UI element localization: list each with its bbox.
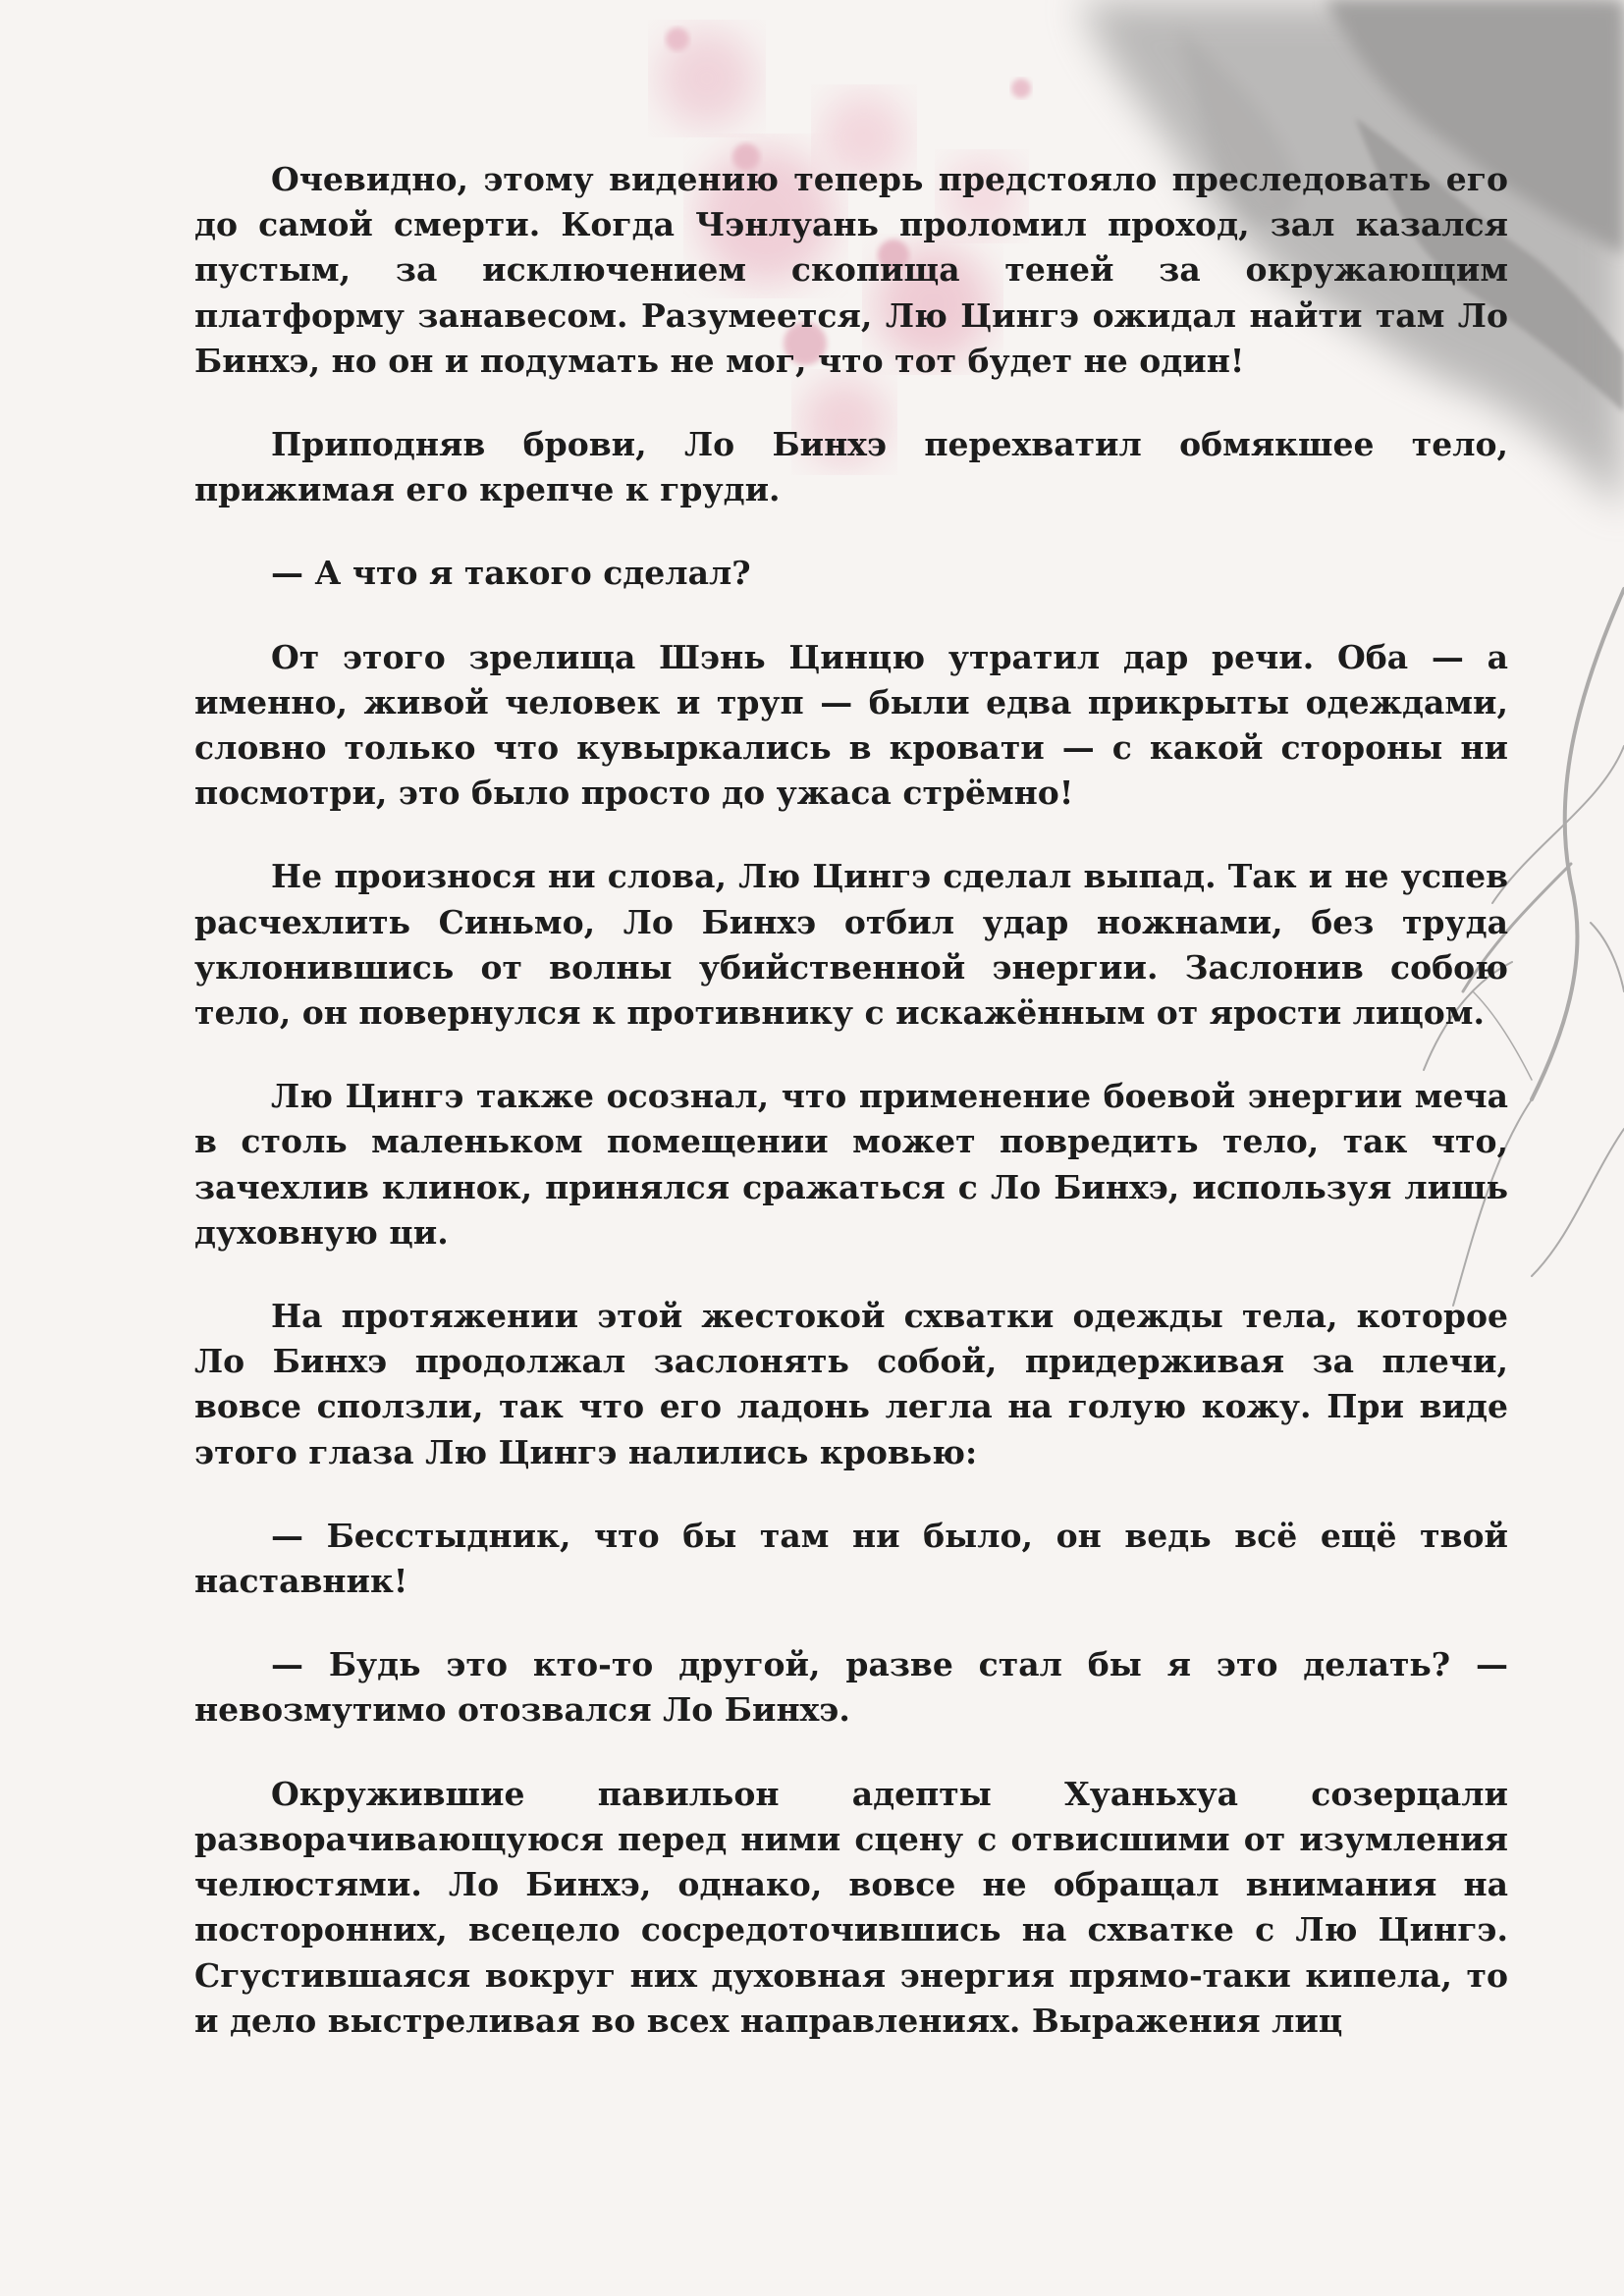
paragraph: — Будь это кто-то другой, разве стал бы я это делать? — невозмутимо отозвался Ло Бинхэ. (194, 1645, 1508, 1730)
paragraph: Приподняв брови, Ло Бинхэ перехватил обмякшее тело, прижимая его крепче к груди. (194, 425, 1508, 509)
paragraph: На протяжении этой жестокой схватки одежды тела, которое Ло Бинхэ продолжал заслонять собой, придерживая за плечи, вовсе сползли, так что его ладонь легла на голую кожу. При виде этого глаза Лю Цингэ налились кровью: (194, 1297, 1508, 1471)
document-text (194, 157, 1508, 2082)
paragraph: Очевидно, этому видению теперь предстояло преследовать его до самой смерти. Когда Чэнлуань проломил проход, зал казался пустым, за исключением скопища теней за окружающим платформу занавесом. Разумеется, Лю Цингэ ожидал найти там Ло Бинхэ, но он и подумать не мог, что тот будет не один! (194, 160, 1508, 380)
paragraph: От этого зрелища Шэнь Цинцю утратил дар речи. Оба — а именно, живой человек и труп — были едва прикрыты одеждами, словно только что кувыркались в кровати — с какой стороны ни посмотри, это было просто до ужаса стрёмно! (194, 637, 1508, 813)
paragraph: Не произнося ни слова, Лю Цингэ сделал выпад. Так и не успев расчехлить Синьмо, Ло Бинхэ отбил удар ножнами, без труда уклонившись от волны убийственной энергии. Заслонив собою тело, он повернулся к противнику с искажённым от ярости лицом. (194, 857, 1508, 1033)
paragraph: — Бесстыдник, что бы там ни было, он ведь всё ещё твой наставник! (194, 1516, 1508, 1601)
paragraph: Лю Цингэ также осознал, что применение боевой энергии меча в столь маленьком помещении может повредить тело, так что, зачехлив клинок, принялся сражаться с Ло Бинхэ, используя лишь духовную ци. (194, 1077, 1508, 1252)
paragraph: — А что я такого сделал? (271, 554, 751, 593)
paragraph: Окружившие павильон адепты Хуаньхуа созерцали разворачивающуюся перед ними сцену с отвисшими от изумления челюстями. Ло Бинхэ, однако, вовсе не обращал внимания на посторонних, всецело сосредоточившись на схватке с Лю Цингэ. Сгустившаяся вокруг них духовная энергия прямо-таки кипела, то и дело выстреливая во всех направлениях. Выражения лиц (194, 1774, 1508, 2040)
